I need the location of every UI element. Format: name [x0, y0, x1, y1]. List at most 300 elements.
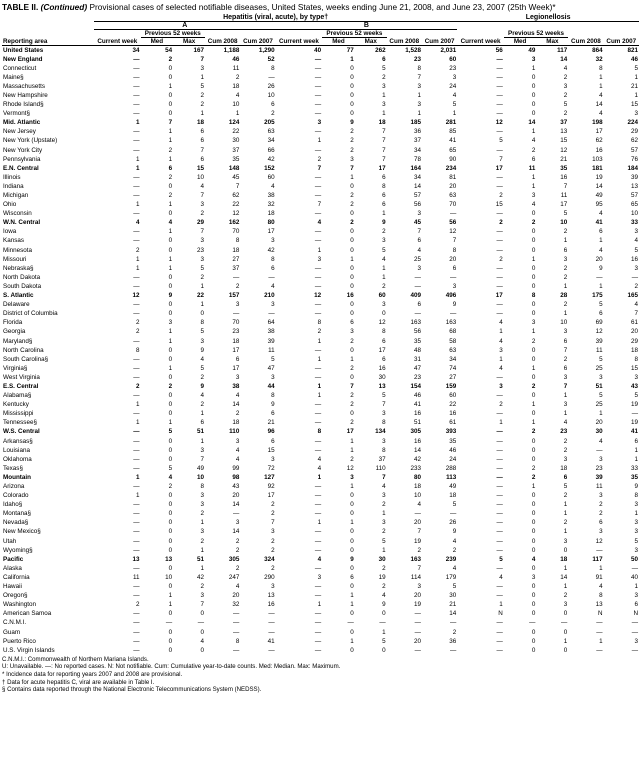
row-cell: 21: [267, 419, 275, 427]
row-cell: 1: [317, 519, 322, 527]
row-cell: 19: [630, 419, 638, 427]
col-current-week-l: Current week: [457, 37, 504, 45]
row-cell: 35: [232, 155, 240, 163]
row-cell: 6: [563, 337, 568, 345]
row-cell: 3: [382, 301, 386, 309]
table-row: [2, 55, 639, 64]
row-cell: 114: [410, 573, 421, 581]
row-cell: 2: [382, 228, 386, 236]
row-cell: 22: [232, 201, 240, 209]
row-cell: 5: [168, 428, 173, 436]
row-cell: 3: [271, 373, 275, 381]
table-row: [2, 337, 639, 346]
row-cell: 17: [232, 364, 240, 372]
row-cell: 26: [267, 82, 275, 90]
table-row: [2, 200, 639, 209]
row-cell: —: [314, 173, 322, 181]
row-cell: 0: [168, 437, 173, 445]
table-row: [2, 427, 639, 436]
row-cell: 92: [267, 483, 275, 490]
row-cell: 60: [267, 173, 275, 181]
row-area-label: Missouri: [3, 255, 27, 263]
row-cell: 2: [563, 73, 568, 81]
row-cell: 60: [449, 55, 457, 63]
row-cell: 80: [267, 219, 275, 227]
row-cell: 117: [536, 45, 568, 55]
row-cell: 10: [560, 319, 568, 327]
row-cell: —: [496, 128, 503, 136]
row-cell: 1: [350, 601, 354, 609]
row-area-label: Ohio: [3, 201, 17, 209]
row-cell: 4: [563, 419, 568, 427]
row-cell: 5: [452, 101, 457, 109]
row-cell: 30: [449, 592, 457, 600]
row-area-label: Virginia§: [3, 364, 28, 372]
row-cell: 2: [531, 146, 536, 154]
row-cell: 25: [595, 401, 603, 409]
table-row: [2, 482, 639, 491]
footnote-1: U: Unavailable. —: No reported cases. N: Not notifiable. Cum: Cumulative year-to-date counts. Med: Median. Max: Maximum.: [2, 663, 341, 671]
row-cell: 11: [596, 346, 603, 354]
row-cell: 48: [413, 346, 421, 354]
row-cell: 20: [413, 592, 421, 600]
table-row: [2, 318, 639, 327]
row-cell: —: [314, 237, 322, 245]
row-cell: 66: [267, 146, 275, 154]
row-cell: 2: [168, 173, 173, 181]
row-cell: 49: [595, 192, 603, 199]
row-cell: 324: [264, 555, 275, 563]
row-cell: 35: [449, 437, 457, 445]
row-cell: 0: [350, 564, 354, 572]
row-cell: 3: [200, 255, 205, 263]
row-area-label: Illinois: [3, 173, 21, 181]
row-cell: 18: [232, 419, 240, 427]
row-cell: 1: [168, 592, 173, 600]
row-cell: 5: [168, 464, 173, 472]
row-cell: —: [133, 355, 140, 363]
row-cell: —: [133, 137, 140, 145]
row-cell: 1: [563, 392, 568, 400]
previous-52-weeks-a: Previous 52 weeks: [141, 29, 205, 37]
row-cell: 63: [267, 128, 275, 136]
row-cell: 0: [168, 519, 173, 527]
row-area-label: Utah: [3, 537, 17, 545]
row-cell: —: [596, 646, 603, 654]
row-cell: 46: [630, 55, 638, 63]
row-cell: 61: [449, 419, 457, 427]
col-max-l: Max: [536, 37, 568, 45]
row-cell: —: [233, 628, 240, 636]
row-cell: 11: [560, 192, 568, 199]
row-cell: 5: [382, 246, 386, 254]
row-cell: 2: [200, 210, 205, 218]
row-cell: 6: [271, 264, 275, 272]
row-cell: 9: [382, 219, 386, 227]
row-cell: 2,031: [422, 45, 457, 55]
row-cell: 16: [413, 410, 421, 418]
row-cell: 47: [267, 364, 275, 372]
row-cell: 2: [563, 437, 568, 445]
row-cell: —: [496, 455, 503, 463]
row-cell: 2: [168, 483, 173, 490]
row-cell: 0: [350, 310, 354, 318]
table-row: [2, 64, 639, 73]
row-cell: 15: [560, 137, 568, 145]
row-cell: 3: [634, 110, 638, 118]
row-area-label: District of Columbia: [3, 310, 58, 318]
table-row: [2, 509, 639, 518]
row-cell: 17: [267, 492, 275, 500]
row-cell: 2: [350, 219, 354, 227]
row-cell: —: [314, 401, 322, 409]
row-cell: 1: [200, 282, 205, 290]
row-cell: 1: [563, 501, 568, 509]
row-cell: 4: [452, 537, 457, 545]
row-cell: —: [133, 337, 140, 345]
footnote-3: † Data for acute hepatitis C, viral are available in Table I.: [2, 678, 155, 686]
row-cell: 30: [232, 137, 240, 145]
row-cell: —: [133, 210, 140, 218]
row-cell: —: [133, 583, 140, 591]
row-cell: —: [496, 464, 503, 472]
row-cell: 1: [235, 110, 240, 118]
row-cell: 1: [350, 637, 354, 645]
footnotes: [2, 656, 639, 694]
row-cell: 134: [375, 428, 386, 436]
row-cell: —: [496, 91, 503, 99]
row-cell: —: [414, 646, 421, 654]
group-b-label: B: [276, 21, 458, 29]
row-area-label: Mountain: [3, 473, 31, 481]
row-cell: 12: [132, 292, 140, 300]
row-cell: —: [496, 246, 503, 254]
row-cell: —: [414, 628, 421, 636]
row-cell: 0: [531, 446, 536, 454]
row-cell: 4: [563, 64, 568, 72]
col-cum2007-b: Cum 2007: [422, 37, 457, 45]
table-row: [2, 291, 639, 300]
row-cell: 0: [350, 82, 354, 90]
row-cell: 3: [634, 528, 638, 536]
col-med-b: Med: [322, 37, 355, 45]
row-cell: 3: [350, 473, 354, 481]
row-area-label: Vermont§: [3, 110, 30, 118]
row-area-label: New Hampshire: [3, 91, 48, 99]
row-cell: 19: [378, 573, 386, 581]
row-cell: 0: [350, 501, 354, 509]
row-cell: —: [133, 483, 140, 490]
row-cell: 3: [531, 319, 536, 327]
row-cell: —: [133, 464, 140, 472]
col-max-a: Max: [173, 37, 205, 45]
previous-52-weeks-b: Previous 52 weeks: [322, 29, 386, 37]
row-cell: 3: [200, 501, 205, 509]
row-cell: 0: [168, 392, 173, 400]
row-cell: 2: [350, 128, 354, 136]
row-cell: 0: [350, 492, 354, 500]
row-cell: —: [133, 592, 140, 600]
row-cell: 0: [531, 528, 536, 536]
row-cell: 7: [499, 155, 503, 163]
row-cell: 9: [350, 555, 354, 563]
row-cell: 8: [382, 182, 386, 190]
row-cell: 0: [168, 346, 173, 354]
row-cell: —: [133, 619, 140, 627]
row-cell: —: [133, 73, 140, 81]
row-cell: 0: [350, 528, 354, 536]
row-cell: 1: [499, 328, 503, 336]
row-cell: 95: [595, 201, 603, 209]
row-cell: 8: [634, 355, 638, 363]
row-cell: 17: [495, 292, 503, 300]
row-cell: 7: [235, 182, 240, 190]
row-cell: —: [496, 446, 503, 454]
row-cell: 3: [452, 73, 457, 81]
row-cell: 0: [168, 64, 173, 72]
row-cell: 1: [168, 364, 173, 372]
row-cell: 1: [168, 337, 173, 345]
row-cell: —: [133, 428, 140, 436]
row-cell: 99: [232, 464, 240, 472]
row-cell: 15: [197, 164, 205, 172]
row-cell: —: [496, 646, 503, 654]
row-cell: 1,528: [387, 45, 422, 55]
row-cell: 46: [413, 392, 421, 400]
row-cell: 0: [168, 73, 173, 81]
row-cell: 0: [168, 355, 173, 363]
row-cell: 39: [267, 337, 275, 345]
table-row: [2, 591, 639, 600]
row-cell: 18: [560, 464, 568, 472]
row-cell: 3: [271, 583, 275, 591]
row-cell: 1: [634, 73, 638, 81]
row-cell: 17: [232, 346, 240, 354]
row-cell: 8: [271, 255, 275, 263]
row-cell: 1: [317, 337, 322, 345]
row-cell: 1: [563, 528, 568, 536]
row-cell: 30: [595, 428, 603, 436]
table-label: TABLE II.: [2, 2, 39, 12]
row-area-label: South Dakota: [3, 282, 42, 290]
row-cell: 3: [382, 82, 386, 90]
row-cell: —: [496, 310, 503, 318]
row-cell: 8: [271, 392, 275, 400]
row-cell: —: [314, 364, 322, 372]
row-cell: —: [496, 392, 503, 400]
row-cell: 0: [168, 537, 173, 545]
row-cell: 5: [452, 501, 457, 509]
row-cell: 20: [232, 592, 240, 600]
row-cell: 3: [599, 455, 603, 463]
row-cell: 41: [595, 219, 603, 227]
row-cell: 159: [445, 382, 457, 390]
row-cell: 4: [200, 637, 205, 645]
row-cell: 19: [630, 401, 638, 409]
row-area-label: Minnesota: [3, 246, 33, 254]
row-cell: 6: [382, 192, 386, 199]
row-cell: —: [496, 264, 503, 272]
row-cell: 4: [531, 201, 536, 209]
row-cell: 0: [531, 564, 536, 572]
row-cell: 2: [350, 192, 354, 199]
row-cell: 0: [168, 246, 173, 254]
row-cell: 11: [596, 483, 603, 490]
row-cell: 3: [634, 501, 638, 509]
row-cell: 5: [563, 483, 568, 490]
row-cell: 6: [382, 173, 386, 181]
row-cell: 9: [452, 528, 457, 536]
table-row: [2, 537, 639, 546]
row-cell: —: [496, 282, 503, 290]
row-cell: 3: [271, 528, 275, 536]
table-row: [2, 282, 639, 291]
row-cell: 2: [563, 519, 568, 527]
row-cell: 25: [413, 255, 421, 263]
row-cell: 0: [168, 182, 173, 190]
row-cell: 18: [232, 246, 240, 254]
row-cell: 62: [595, 137, 603, 145]
row-cell: 3: [563, 373, 568, 381]
row-cell: 2: [382, 528, 386, 536]
row-cell: 205: [264, 119, 275, 127]
table-row: [2, 628, 639, 637]
table-row: [2, 136, 639, 145]
table-row: [2, 564, 639, 573]
row-cell: 9: [350, 119, 354, 127]
row-cell: 5: [499, 555, 503, 563]
footnote-2: * Incidence data for reporting years 2007 and 2008 are provisional.: [2, 670, 183, 678]
row-cell: 2: [271, 537, 275, 545]
row-cell: —: [496, 73, 503, 81]
row-cell: —: [133, 128, 140, 136]
row-cell: 4: [200, 182, 205, 190]
row-cell: 2: [563, 273, 568, 281]
row-cell: 31: [413, 355, 421, 363]
row-cell: 1: [563, 237, 568, 245]
row-cell: 40: [276, 45, 323, 55]
row-cell: 78: [413, 155, 421, 163]
row-cell: 5: [200, 264, 205, 272]
row-cell: 21: [449, 601, 457, 609]
row-cell: 39: [595, 473, 603, 481]
row-cell: —: [596, 273, 603, 281]
row-cell: 20: [413, 637, 421, 645]
row-area-label: C.N.M.I.: [3, 619, 27, 627]
row-cell: 36: [413, 128, 421, 136]
row-cell: 7: [200, 455, 205, 463]
row-cell: —: [233, 646, 240, 654]
row-cell: 11: [268, 346, 275, 354]
row-cell: —: [133, 564, 140, 572]
row-cell: 157: [228, 292, 240, 300]
row-cell: —: [133, 282, 140, 290]
row-cell: 0: [350, 64, 354, 72]
row-cell: 3: [382, 101, 386, 109]
row-cell: 8: [136, 346, 140, 354]
row-cell: 23: [232, 328, 240, 336]
row-cell: 2: [200, 373, 205, 381]
row-cell: 1: [599, 564, 603, 572]
row-cell: 5: [634, 537, 638, 545]
row-cell: 3: [200, 592, 205, 600]
table-row: [2, 218, 639, 227]
row-cell: 7: [563, 182, 568, 190]
table-row: [2, 400, 639, 409]
row-cell: 2: [136, 246, 140, 254]
row-cell: 3: [382, 410, 386, 418]
row-cell: —: [414, 310, 421, 318]
row-cell: 3: [599, 492, 603, 500]
row-cell: 0: [531, 546, 536, 554]
row-cell: 2: [634, 282, 638, 290]
row-cell: 1: [317, 246, 322, 254]
row-cell: —: [133, 537, 140, 545]
row-cell: —: [133, 101, 140, 109]
row-cell: 1,188: [205, 45, 240, 55]
row-cell: 8: [531, 292, 536, 300]
row-cell: 1: [136, 155, 140, 163]
table-row: [2, 146, 639, 155]
row-cell: —: [165, 619, 173, 627]
row-cell: 7: [382, 401, 386, 409]
row-cell: 29: [630, 337, 638, 345]
row-cell: 0: [168, 646, 173, 654]
row-cell: 3: [563, 537, 568, 545]
row-cell: 1: [317, 601, 322, 609]
table-row: [2, 637, 639, 646]
row-cell: 2: [382, 564, 386, 572]
table-row: [2, 491, 639, 500]
row-cell: 2: [271, 501, 275, 509]
row-cell: 0: [563, 610, 568, 618]
row-cell: —: [314, 528, 322, 536]
row-cell: 65: [449, 146, 457, 154]
row-cell: 3: [235, 519, 240, 527]
row-cell: 2: [499, 401, 503, 409]
row-cell: 163: [410, 319, 421, 327]
row-cell: 0: [350, 73, 354, 81]
row-cell: 41: [267, 637, 275, 645]
row-cell: 6: [200, 128, 205, 136]
row-cell: 0: [168, 210, 173, 218]
row-area-label: South Carolina§: [3, 355, 49, 363]
row-cell: 4: [417, 246, 421, 254]
row-cell: 4: [235, 91, 240, 99]
table-row: [2, 382, 639, 391]
row-cell: —: [133, 228, 140, 236]
row-cell: 6: [200, 137, 205, 145]
row-cell: 2: [200, 401, 205, 409]
row-cell: —: [133, 446, 140, 454]
row-cell: 2: [563, 492, 568, 500]
row-cell: 3: [634, 637, 638, 645]
row-cell: 152: [264, 164, 275, 172]
row-cell: 864: [568, 45, 603, 55]
row-cell: 60: [378, 292, 386, 300]
table-row: [2, 409, 639, 418]
row-cell: 21: [560, 155, 568, 163]
row-cell: 3: [350, 155, 354, 163]
table-row: [2, 355, 639, 364]
row-cell: 2: [200, 537, 205, 545]
row-cell: —: [314, 483, 322, 490]
row-cell: 8: [235, 237, 240, 245]
row-cell: 2: [350, 146, 354, 154]
row-cell: 2: [200, 583, 205, 591]
row-cell: 0: [168, 446, 173, 454]
row-cell: 9: [200, 346, 205, 354]
